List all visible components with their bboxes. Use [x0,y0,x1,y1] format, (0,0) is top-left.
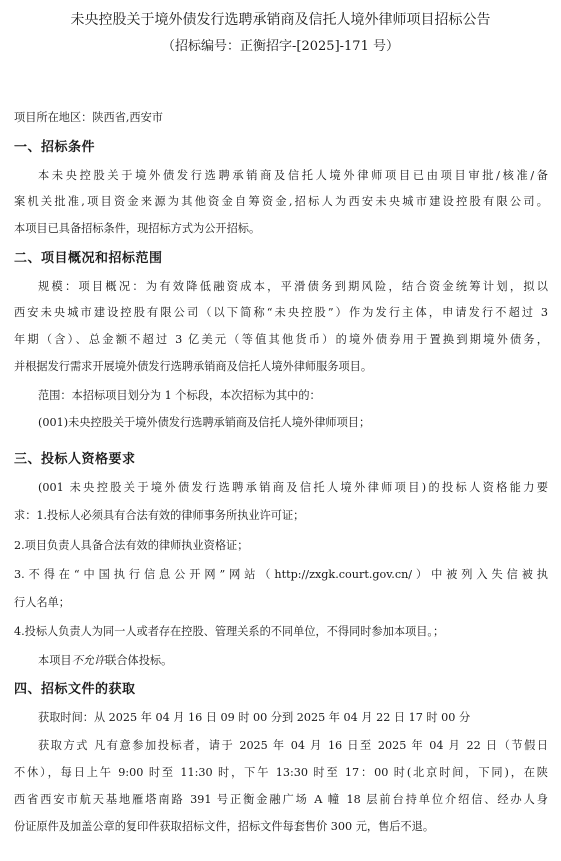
section-4-text-line: 份证原件及加盖公章的复印件获取招标文件，招标文件每套售价 300 元，售后不退。 [14,820,435,833]
section-4-text-line: 获取方式 凡有意参加投标者，请于 2025 年 04 月 16 日至 2025 年 04 月 22 日（节假日 [38,739,548,752]
section-3-heading: 三、投标人资格要求 [14,452,136,467]
consortium-note-prefix: 本项目 [38,654,72,667]
section-1-text-line: 案机关批准,项目资金来源为其他资金自筹资金,招标人为西安未央城市建设控股有限公司。 [14,195,548,208]
section-3-text-line: 求：1.投标人必须具有合法有效的律师事务所执业许可证； [14,509,305,522]
document-title: 未央控股关于境外债发行选聘承销商及信托人境外律师项目招标公告 [70,12,491,28]
section-3-consortium-note [38,652,548,670]
section-2-text-line: 年期（含）、总金额不超过 3 亿美元（等值其他货币）的境外债券用于置换到期境外债务， [14,333,548,346]
section-3-text-line: (001 未央控股关于境外债发行选聘承销商及信托人境外律师项目)的投标人资格能力要 [38,481,548,494]
section-2-text-line: 规模：项目概况：为有效降低融资成本，平滑债务到期风险，结合资金统筹计划，拟以 [38,280,548,293]
section-2-lot: (001)未央控股关于境外债发行选聘承销商及信托人境外律师项目； [38,416,371,429]
section-2-text-line: 西安未央城市建设控股有限公司（以下简称“未央控股”）作为发行主体，申请发行不超过 3 [14,306,548,319]
section-1-text-line: 本未央控股关于境外债发行选聘承销商及信托人境外律师项目已由项目审批/核准/备 [38,169,548,182]
section-4-text-line: 获取时间：从 2025 年 04 月 16 日 09 时 00 分到 2025 年 04 月 22 日 17 时 00 分 [38,711,471,724]
consortium-note-suffix: 联合体投标。 [105,654,173,667]
section-1-text-line: 本项目已具备招标条件，现招标方式为公开招标。 [14,222,261,235]
section-1-heading: 一、招标条件 [14,140,96,155]
consortium-note-emphasis: 不允许 [71,654,106,667]
section-2-scope: 范围：本招标项目划分为 1 个标段，本次招标为其中的： [38,389,321,402]
section-3-text-line: 3.不得在“中国执行信息公开网”网站（http://zxgk.court.gov.cn/）中被列入失信被执 [14,568,548,581]
section-4-heading: 四、招标文件的获取 [14,682,136,697]
section-3-text-line: 行人名单； [14,596,70,609]
section-3-text-line: 2.项目负责人具备合法有效的律师执业资格证； [14,539,249,552]
section-4-text-line: 不休），每日上午 9:00 时至 11:30 时，下午 13:30 时至 17：00 时(北京时间，下同)，在陕 [14,766,548,779]
section-2-text-line: 并根据发行需求开展境外债发行选聘承销商及信托人境外律师服务项目。 [14,360,373,373]
section-2-heading: 二、项目概况和招标范围 [14,251,163,266]
bid-number: （招标编号：正衡招字-[2025]-171 号） [162,39,399,54]
section-3-text-line: 4.投标人负责人为同一人或者存在控股、管理关系的不同单位，不得同时参加本项目。； [14,625,445,638]
project-location: 项目所在地区：陕西省,西安市 [14,111,163,124]
section-4-text-line: 西省西安市航天基地雁塔南路 391 号正衡金融广场 A 幢 18 层前台持单位介绍信、经办人身 [14,793,548,806]
